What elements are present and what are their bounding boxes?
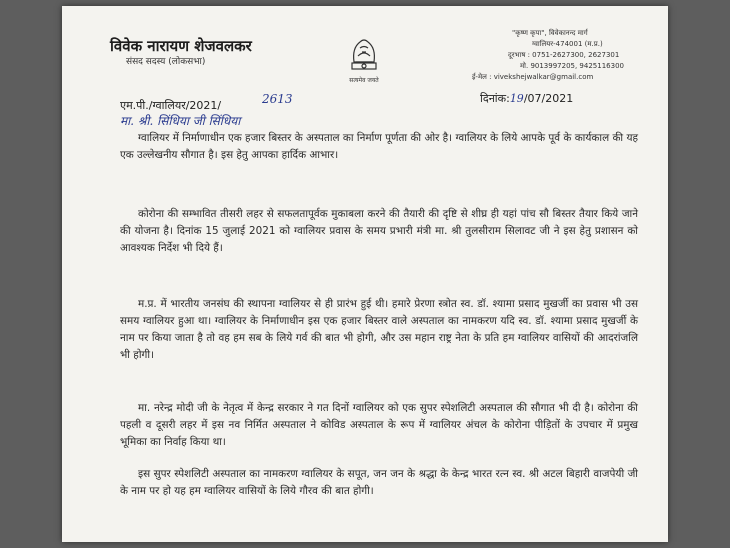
address-line: मो. 9013997205, 9425116300 (520, 62, 624, 70)
date-rest: /07/2021 (523, 92, 574, 105)
letter-paragraph-3: म.प्र. में भारतीय जनसंघ की स्थापना ग्वालियर से ही प्रारंभ हुई थी। हमारे प्रेरणा स्त्रोत स्व. डॉ. श्यामा प्रसाद मुखर्जी का प्रवास भी उस समय ग्वालियर हुआ था। ग्वालियर के निर्माणाधीन इस एक हजार बिस्तर वाले अस्पताल का नामकरण यदि स्व. डॉ. श्यामा प्रसाद मुखर्जी के नाम पर किया जाता है तो वह हम सब के लिये गर्व की बात भी होगी, और उस महान राष्ट्र नेता के प्रति हम ग्वालियर वासियों की आदरांजलि भी होगी। (120, 298, 638, 361)
national-emblem-icon (340, 32, 388, 90)
sender-role: संसद सदस्य (लोकसभा) (126, 57, 206, 67)
emblem-motto: सत्यमेव जयते (349, 77, 379, 84)
address-line: ग्वालियर-474001 (म.प्र.) (532, 40, 603, 48)
letter-paragraph-1: ग्वालियर में निर्माणाधीन एक हजार बिस्तर के अस्पताल का निर्माण पूर्णता की ओर है। ग्वालियर के लिये आपके पूर्व के कार्यकाल की यह एक उल्लेखनीय सौगात है। इस हेतु आपका हार्दिक आभार। (120, 132, 638, 161)
address-line: ई-मेल : vivekshejwalkar@gmail.com (472, 73, 594, 81)
date-day-handwritten: 19 (509, 92, 524, 105)
letter-paragraph-5: इस सुपर स्पेशलिटी अस्पताल का नामकरण ग्वालियर के सपूत, जन जन के श्रद्धा के केन्द्र भारत रत्न स्व. श्री अटल बिहारी वाजपेयी जी के नाम पर हो यह हम ग्वालियर वासियों के लिये गौरव की बात होगी। (120, 468, 638, 497)
letter-page (62, 6, 668, 542)
reference-handwritten-number: 2613 (262, 92, 293, 106)
address-line: दूरभाष : 0751-2627300, 2627301 (508, 51, 620, 59)
reference-number: एम.पी./ग्वालियर/2021/ (120, 99, 222, 112)
recipient-handwritten: मा. श्री. सिंधिया जी सिंधिया (120, 114, 241, 128)
letter-paragraph-4: मा. नरेन्द्र मोदी जी के नेतृत्व में केन्द्र सरकार ने गत दिनों ग्वालियर को एक सुपर स्पेशलिटी अस्पताल की सौगात भी दी है। कोरोना की पहली व दूसरी लहर में इस नव निर्मित अस्पताल ने कोविड अस्पताल के रूप में ग्वालियर अंचल के कोरोना पीड़ितों के उपचार में प्रमुख भूमिका का निर्वाह किया था। (120, 402, 638, 448)
sender-name: विवेक नारायण शेजवलकर (110, 37, 252, 55)
address-block (472, 28, 642, 83)
address-line: "कृष्ण कृपा", विवेकानन्द मार्ग (512, 29, 588, 37)
date-label: दिनांक: (480, 92, 510, 105)
letter-paragraph-2: कोरोना की सम्भावित तीसरी लहर से सफलतापूर्वक मुकाबला करने की तैयारी की दृष्टि से शीघ्र ही यहां पांच सौ बिस्तर तैयार किये जाने की योजना है। दिनांक 15 जुलाई 2021 को ग्वालियर प्रवास के समय प्रभारी मंत्री मा. श्री तुलसीराम सिलावट जी ने इस हेतु प्रशासन को आवश्यक निर्देश भी दिये हैं। (120, 208, 638, 254)
letter-date (480, 91, 573, 106)
